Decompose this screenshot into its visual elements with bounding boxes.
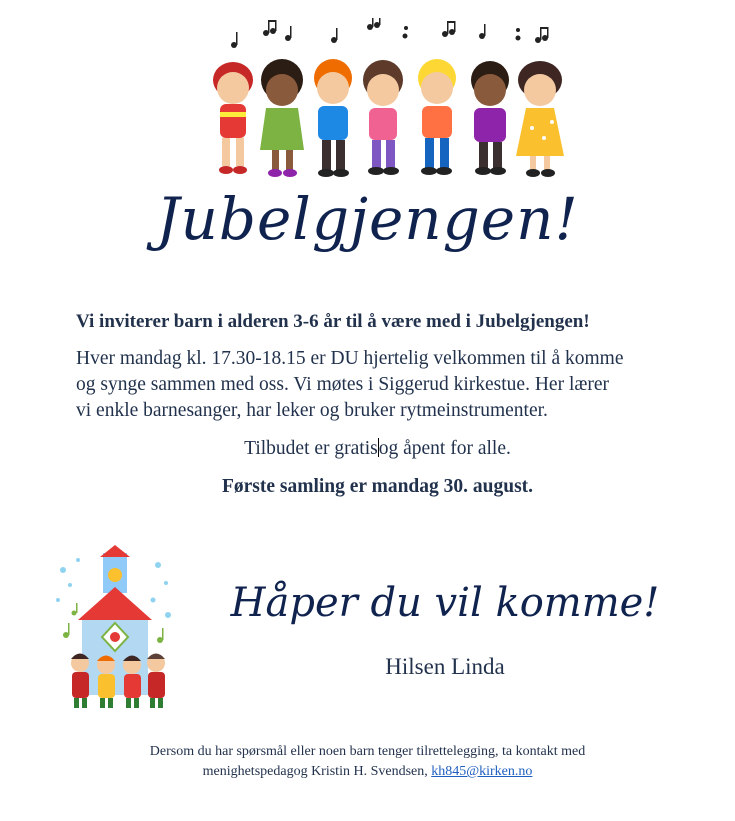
- body-line: og synge sammen med oss. Vi møtes i Siggerud kirkestue. Her lærer: [76, 374, 610, 395]
- intro-text: Vi inviterer barn i alderen 3-6 år til å være med i Jubelgjengen!: [76, 311, 590, 332]
- singing-children-illustration: [200, 18, 580, 183]
- first-meeting-text: Første samling er mandag 30. august.: [221, 476, 534, 497]
- email-link[interactable]: kh845@kirken.no: [431, 764, 533, 779]
- contact-line-2: [0, 762, 735, 782]
- child-4: [363, 60, 403, 175]
- offer-text-end: og åpent for alle.: [378, 438, 511, 459]
- body-line: Hver mandag kl. 17.30-18.15 er DU hjertelig velkommen til å komme: [76, 348, 624, 369]
- child-3: [314, 59, 352, 177]
- church-illustration: [48, 545, 183, 715]
- body-line: vi enkle barnesanger, har leker og bruker rytmeinstrumenter.: [76, 400, 548, 421]
- child-5: [418, 59, 456, 175]
- page-title: Jubelgjengen!: [156, 185, 579, 253]
- greeting-signature: Hilsen Linda: [385, 654, 505, 679]
- contact-info: [0, 742, 735, 782]
- child-7: [516, 61, 564, 177]
- child-1: [213, 62, 253, 174]
- child-6: [471, 61, 509, 175]
- offer-text: [0, 438, 735, 460]
- music-notes-icon: [231, 18, 549, 48]
- offer-text-start: Tilbudet er gratis: [244, 438, 378, 459]
- child-2: [260, 59, 304, 177]
- contact-person: menighetspedagog Kristin H. Svendsen,: [202, 764, 428, 779]
- contact-line-1: Dersom du har spørsmål eller noen barn tenger tilrettelegging, ta kontakt med: [149, 744, 586, 759]
- hope-heading: Håper du vil komme!: [230, 580, 660, 626]
- body-paragraph: [76, 346, 686, 424]
